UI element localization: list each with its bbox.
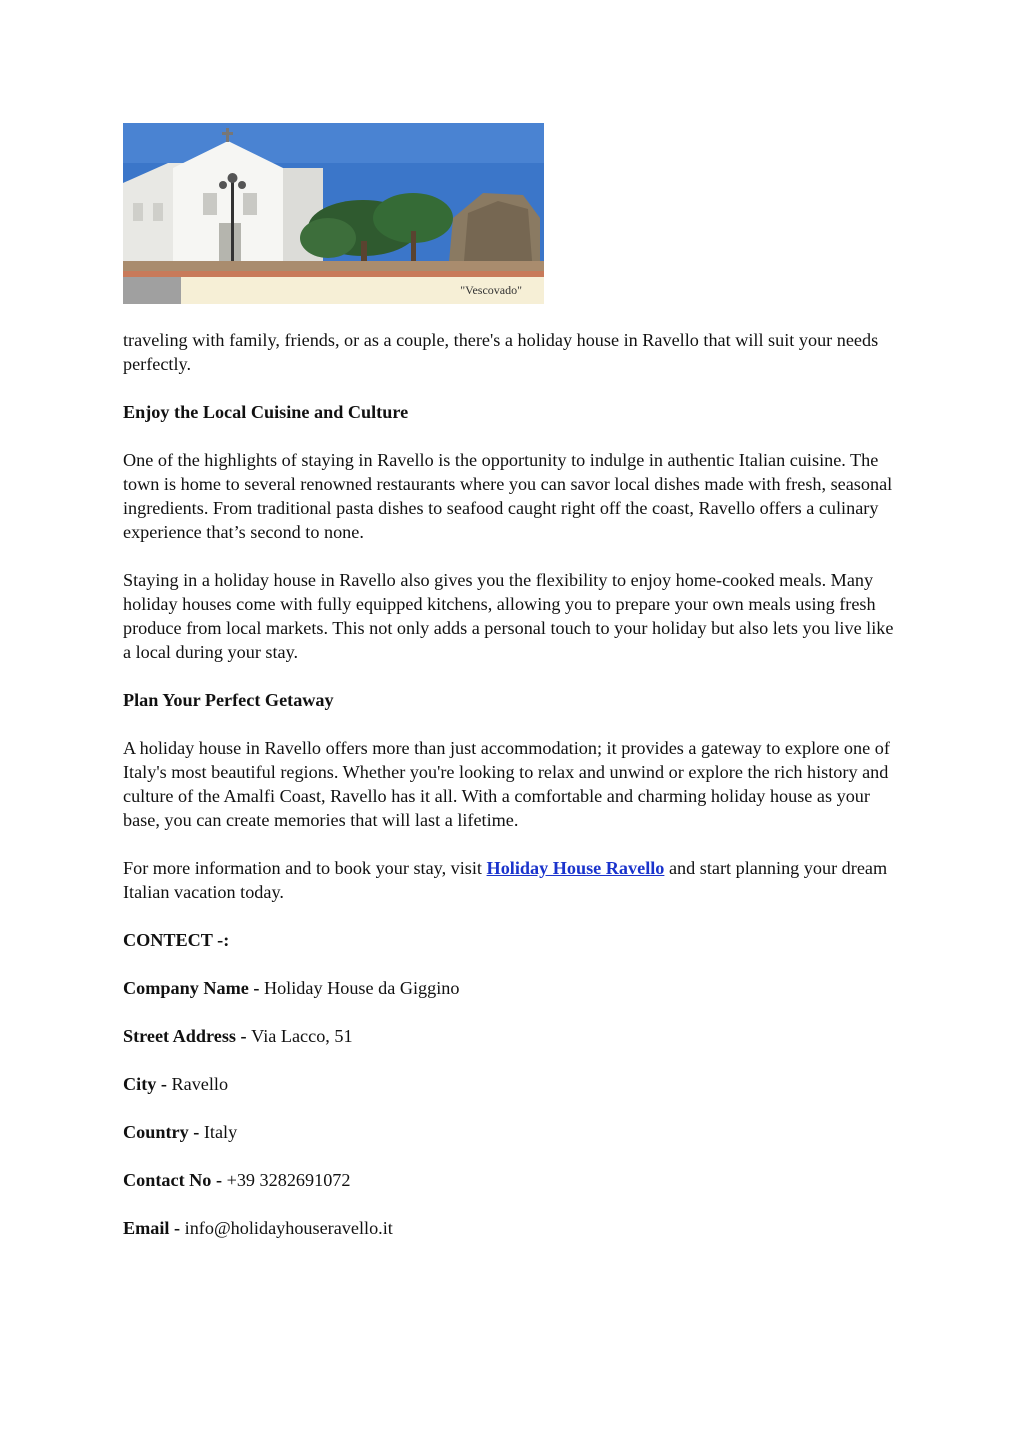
contact-email bbox=[123, 1216, 903, 1240]
street-value: Via Lacco, 51 bbox=[251, 1026, 353, 1046]
company-value: Holiday House da Giggino bbox=[263, 978, 460, 998]
email-label: Email - bbox=[123, 1218, 185, 1238]
street-label: Street Address - bbox=[123, 1026, 252, 1046]
intro-paragraph: traveling with family, friends, or as a couple, there's a holiday house in Ravello that will suit your needs perfectly. bbox=[123, 330, 879, 374]
plan-paragraph-1: A holiday house in Ravello offers more than just accommodation; it provides a gateway to explore one of Italy's most beautiful regions. Whether you're looking to relax and unwind or explore the rich history and culture of the Amalfi Coast, Ravello has it all. With a comfortable and charming holiday house as your base, you can create memories that will last a lifetime. bbox=[123, 738, 890, 830]
country-value: Italy bbox=[203, 1122, 238, 1142]
city-value: Ravello bbox=[171, 1074, 229, 1094]
plan-paragraph-2-lead: For more information and to book your stay, visit bbox=[123, 858, 487, 878]
contact-street bbox=[123, 1024, 903, 1048]
vescovado-photo bbox=[123, 123, 544, 304]
cuisine-paragraph-1: One of the highlights of staying in Ravello is the opportunity to indulge in authentic Italian cuisine. The town is home to several renowned restaurants where you can savor local dishes made with fresh, seasonal ingredients. From traditional pasta dishes to seafood caught right off the coast, Ravello offers a culinary experience that’s second to none. bbox=[123, 450, 893, 542]
country-label: Country - bbox=[123, 1122, 204, 1142]
plan-paragraph-2-tail: and start planning your dream Italian vacation today. bbox=[123, 858, 888, 902]
article-body bbox=[123, 328, 903, 1264]
company-label: Company Name - bbox=[123, 978, 264, 998]
email-value: info@holidayhouseravello.it bbox=[184, 1218, 393, 1238]
plan-paragraph-2 bbox=[123, 856, 903, 904]
city-label: City - bbox=[123, 1074, 172, 1094]
cuisine-heading: Enjoy the Local Cuisine and Culture bbox=[123, 402, 409, 422]
contact-city bbox=[123, 1072, 903, 1096]
holiday-house-ravello-link[interactable]: Holiday House Ravello bbox=[486, 858, 665, 878]
phone-value: +39 3282691072 bbox=[226, 1170, 351, 1190]
cuisine-paragraph-2: Staying in a holiday house in Ravello also gives you the flexibility to enjoy home-cooked meals. Many holiday houses come with fully equipped kitchens, allowing you to prepare your own meals using fresh produce from local markets. This not only adds a personal touch to your holiday but also lets you live like a local during your stay. bbox=[123, 570, 894, 662]
plan-heading: Plan Your Perfect Getaway bbox=[123, 690, 334, 710]
contact-heading: CONTECT -: bbox=[123, 930, 230, 950]
vescovado-illustration bbox=[123, 123, 544, 304]
contact-phone bbox=[123, 1168, 903, 1192]
phone-label: Contact No - bbox=[123, 1170, 227, 1190]
contact-company bbox=[123, 976, 903, 1000]
contact-country bbox=[123, 1120, 903, 1144]
photo-caption: "Vescovado" bbox=[460, 283, 522, 297]
